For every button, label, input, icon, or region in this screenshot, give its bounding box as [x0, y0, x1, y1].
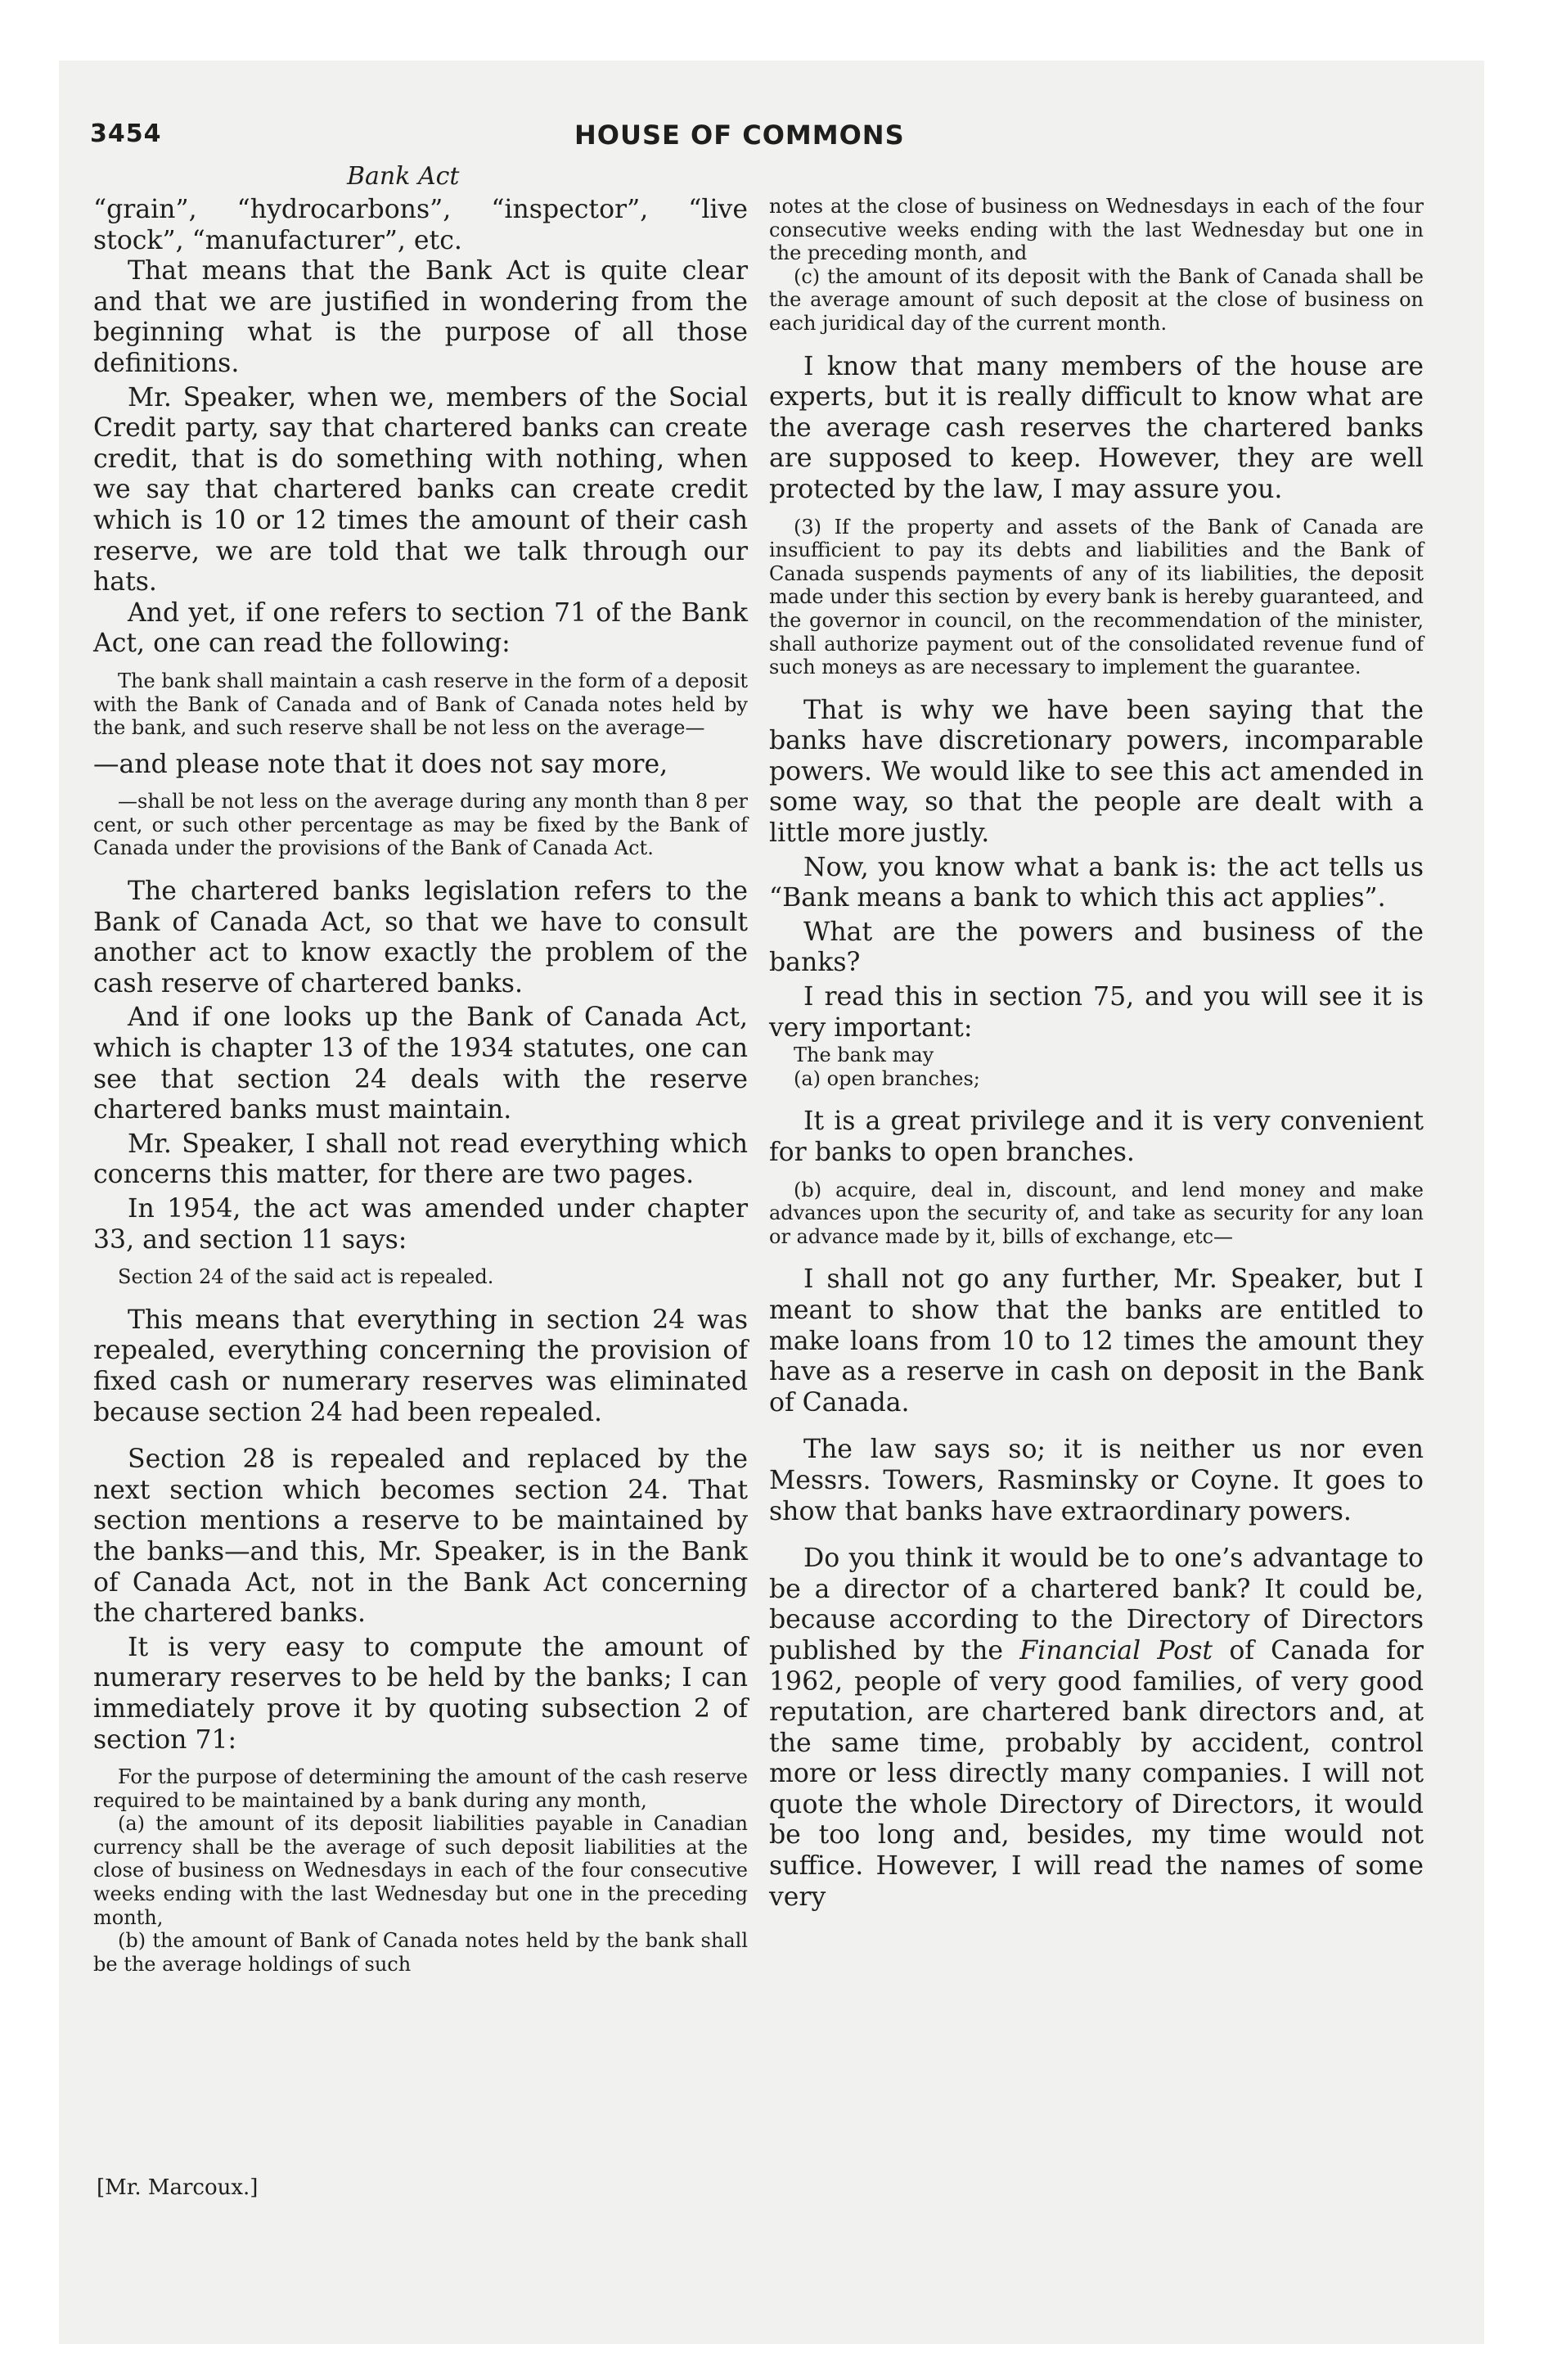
- paragraph-text: of Canada for 1962, people of very good families, of very good reputation, are chartered bank directors and, at the same time, probably by accident, control more or less directly many companies. I will not quote the whole Directory of Directors, it would be too long and, besides, my time would not suffice. However, I will read the names of some very: [769, 1635, 1424, 1912]
- left-column: [93, 195, 748, 1976]
- quotation: (3) If the property and assets of the Bank of Canada are insufficient to pay its debts and liabilities and the Bank of Canada suspends payments of any of its liabilities, the deposit made under this section by every bank is hereby guaranteed, and the governor in council, on the recommendation of the minister, shall authorize payment out of the consolidated revenue fund of such moneys as are necessary to implement the guarantee.: [769, 515, 1424, 679]
- quotation: The bank may: [794, 1044, 934, 1067]
- publication-title: Financial Post: [1019, 1635, 1213, 1666]
- paragraph: I shall not go any further, Mr. Speaker, but I meant to show that the banks are entitled to make loans from 10 to 12 times the amount they have as a reserve in cash on deposit in the Bank of Canada.: [769, 1264, 1424, 1418]
- paragraph: Mr. Speaker, when we, members of the Social Credit party, say that chartered banks can create credit, that is do something with nothing, when we say that chartered banks can create credit which is 10 or 12 times the amount of their cash reserve, we are told that we talk through our hats.: [93, 382, 748, 597]
- quotation: (a) the amount of its deposit liabilities payable in Canadian currency shall be the average of such deposit liabilities at the close of business on Wednesdays in each of the four consecutive weeks ending with the last Wednesday but one in the preceding month,: [93, 1812, 748, 1929]
- paragraph: —and please note that it does not say more,: [93, 749, 668, 779]
- paragraph: That means that the Bank Act is quite clear and that we are justified in wondering from the beginning what is the purpose of all those definitions.: [93, 256, 748, 378]
- quotation: For the purpose of determining the amount of the cash reserve required to be maintained by a bank during any month,: [93, 1765, 748, 1812]
- paragraph: This means that everything in section 24 was repealed, everything concerning the provision of fixed cash or numerary reserves was eliminated because section 24 had been repealed.: [93, 1305, 748, 1427]
- paragraph: The law says so; it is neither us nor even Messrs. Towers, Rasminsky or Coyne. It goes to show that banks have extraordinary powers.: [769, 1435, 1424, 1526]
- paragraph: Now, you know what a bank is: the act tells us “Bank means a bank to which this act applies”.: [769, 852, 1424, 913]
- quotation: (b) acquire, deal in, discount, and lend money and make advances upon the security of, and take as security for any loan or advance made by it, bills of exchange, etc—: [769, 1178, 1424, 1248]
- paragraph: The chartered banks legislation refers to the Bank of Canada Act, so that we have to consult another act to know exactly the problem of the cash reserve of chartered banks.: [93, 877, 748, 998]
- quotation: —shall be not less on the average during any month than 8 per cent, or such other percentage as may be fixed by the Bank of Canada under the provisions of the Bank of Canada Act.: [93, 790, 748, 860]
- paragraph: Section 28 is repealed and replaced by the next section which becomes section 24. That section mentions a reserve to be maintained by the banks—and this, Mr. Speaker, is in the Bank of Canada Act, not in the Bank Act concerning the chartered banks.: [93, 1445, 748, 1629]
- quotation: (b) the amount of Bank of Canada notes held by the bank shall be the average holdings of such: [93, 1929, 748, 1976]
- quotation: (a) open branches;: [794, 1066, 980, 1090]
- paragraph: And yet, if one refers to section 71 of the Bank Act, one can read the following:: [93, 597, 748, 659]
- quotation: The bank shall maintain a cash reserve in the form of a deposit with the Bank of Canada and of Bank of Canada notes held by the bank, and such reserve shall be not less on the average—: [93, 669, 748, 740]
- paragraph: That is why we have been saying that the banks have discretionary powers, incomparable powers. We would like to see this act amended in some way, so that the people are dealt with a little more justly.: [769, 695, 1424, 849]
- paragraph: I know that many members of the house are experts, but it is really difficult to know what are the average cash reserves the chartered banks are supposed to keep. However, they are well protected by the law, I may assure you.: [769, 351, 1424, 504]
- speaker-footer: [Mr. Marcoux.]: [97, 2175, 259, 2200]
- paragraph: I read this in section 75, and you will see it is very important:: [769, 982, 1424, 1043]
- paragraph: Mr. Speaker, I shall not read everything which concerns this matter, for there are two pages.: [93, 1129, 748, 1190]
- paragraph: “grain”, “hydrocarbons”, “inspector”, “live stock”, “manufacturer”, etc.: [93, 195, 748, 255]
- quotation: notes at the close of business on Wednesdays in each of the four consecutive weeks ending with the last Wednesday but one in the preceding month, and: [769, 195, 1424, 265]
- running-title: HOUSE OF COMMONS: [574, 119, 905, 151]
- paragraph: What are the powers and business of the banks?: [769, 917, 1424, 978]
- section-subtitle: Bank Act: [347, 162, 460, 191]
- paragraph: In 1954, the act was amended under chapter 33, and section 11 says:: [93, 1194, 748, 1255]
- paragraph: [769, 1544, 1424, 1913]
- paragraph-text: Do you think it would be to one’s advantage to be a director of a chartered bank? It could be, because according to the Directory of Directors published by the: [769, 1544, 1424, 1666]
- quotation: (c) the amount of its deposit with the Bank of Canada shall be the average amount of such deposit at the close of business on each juridical day of the current month.: [769, 264, 1424, 335]
- page-number: 3454: [90, 119, 162, 148]
- right-column: [769, 195, 1424, 1913]
- paragraph: And if one looks up the Bank of Canada Act, which is chapter 13 of the 1934 statutes, one can see that section 24 deals with the reserve chartered banks must maintain.: [93, 1003, 748, 1125]
- quotation: Section 24 of the said act is repealed.: [118, 1265, 494, 1289]
- paragraph: It is very easy to compute the amount of numerary reserves to be held by the banks; I can immediately prove it by quoting subsection 2 of section 71:: [93, 1632, 748, 1755]
- paragraph: It is a great privilege and it is very convenient for banks to open branches.: [769, 1107, 1424, 1167]
